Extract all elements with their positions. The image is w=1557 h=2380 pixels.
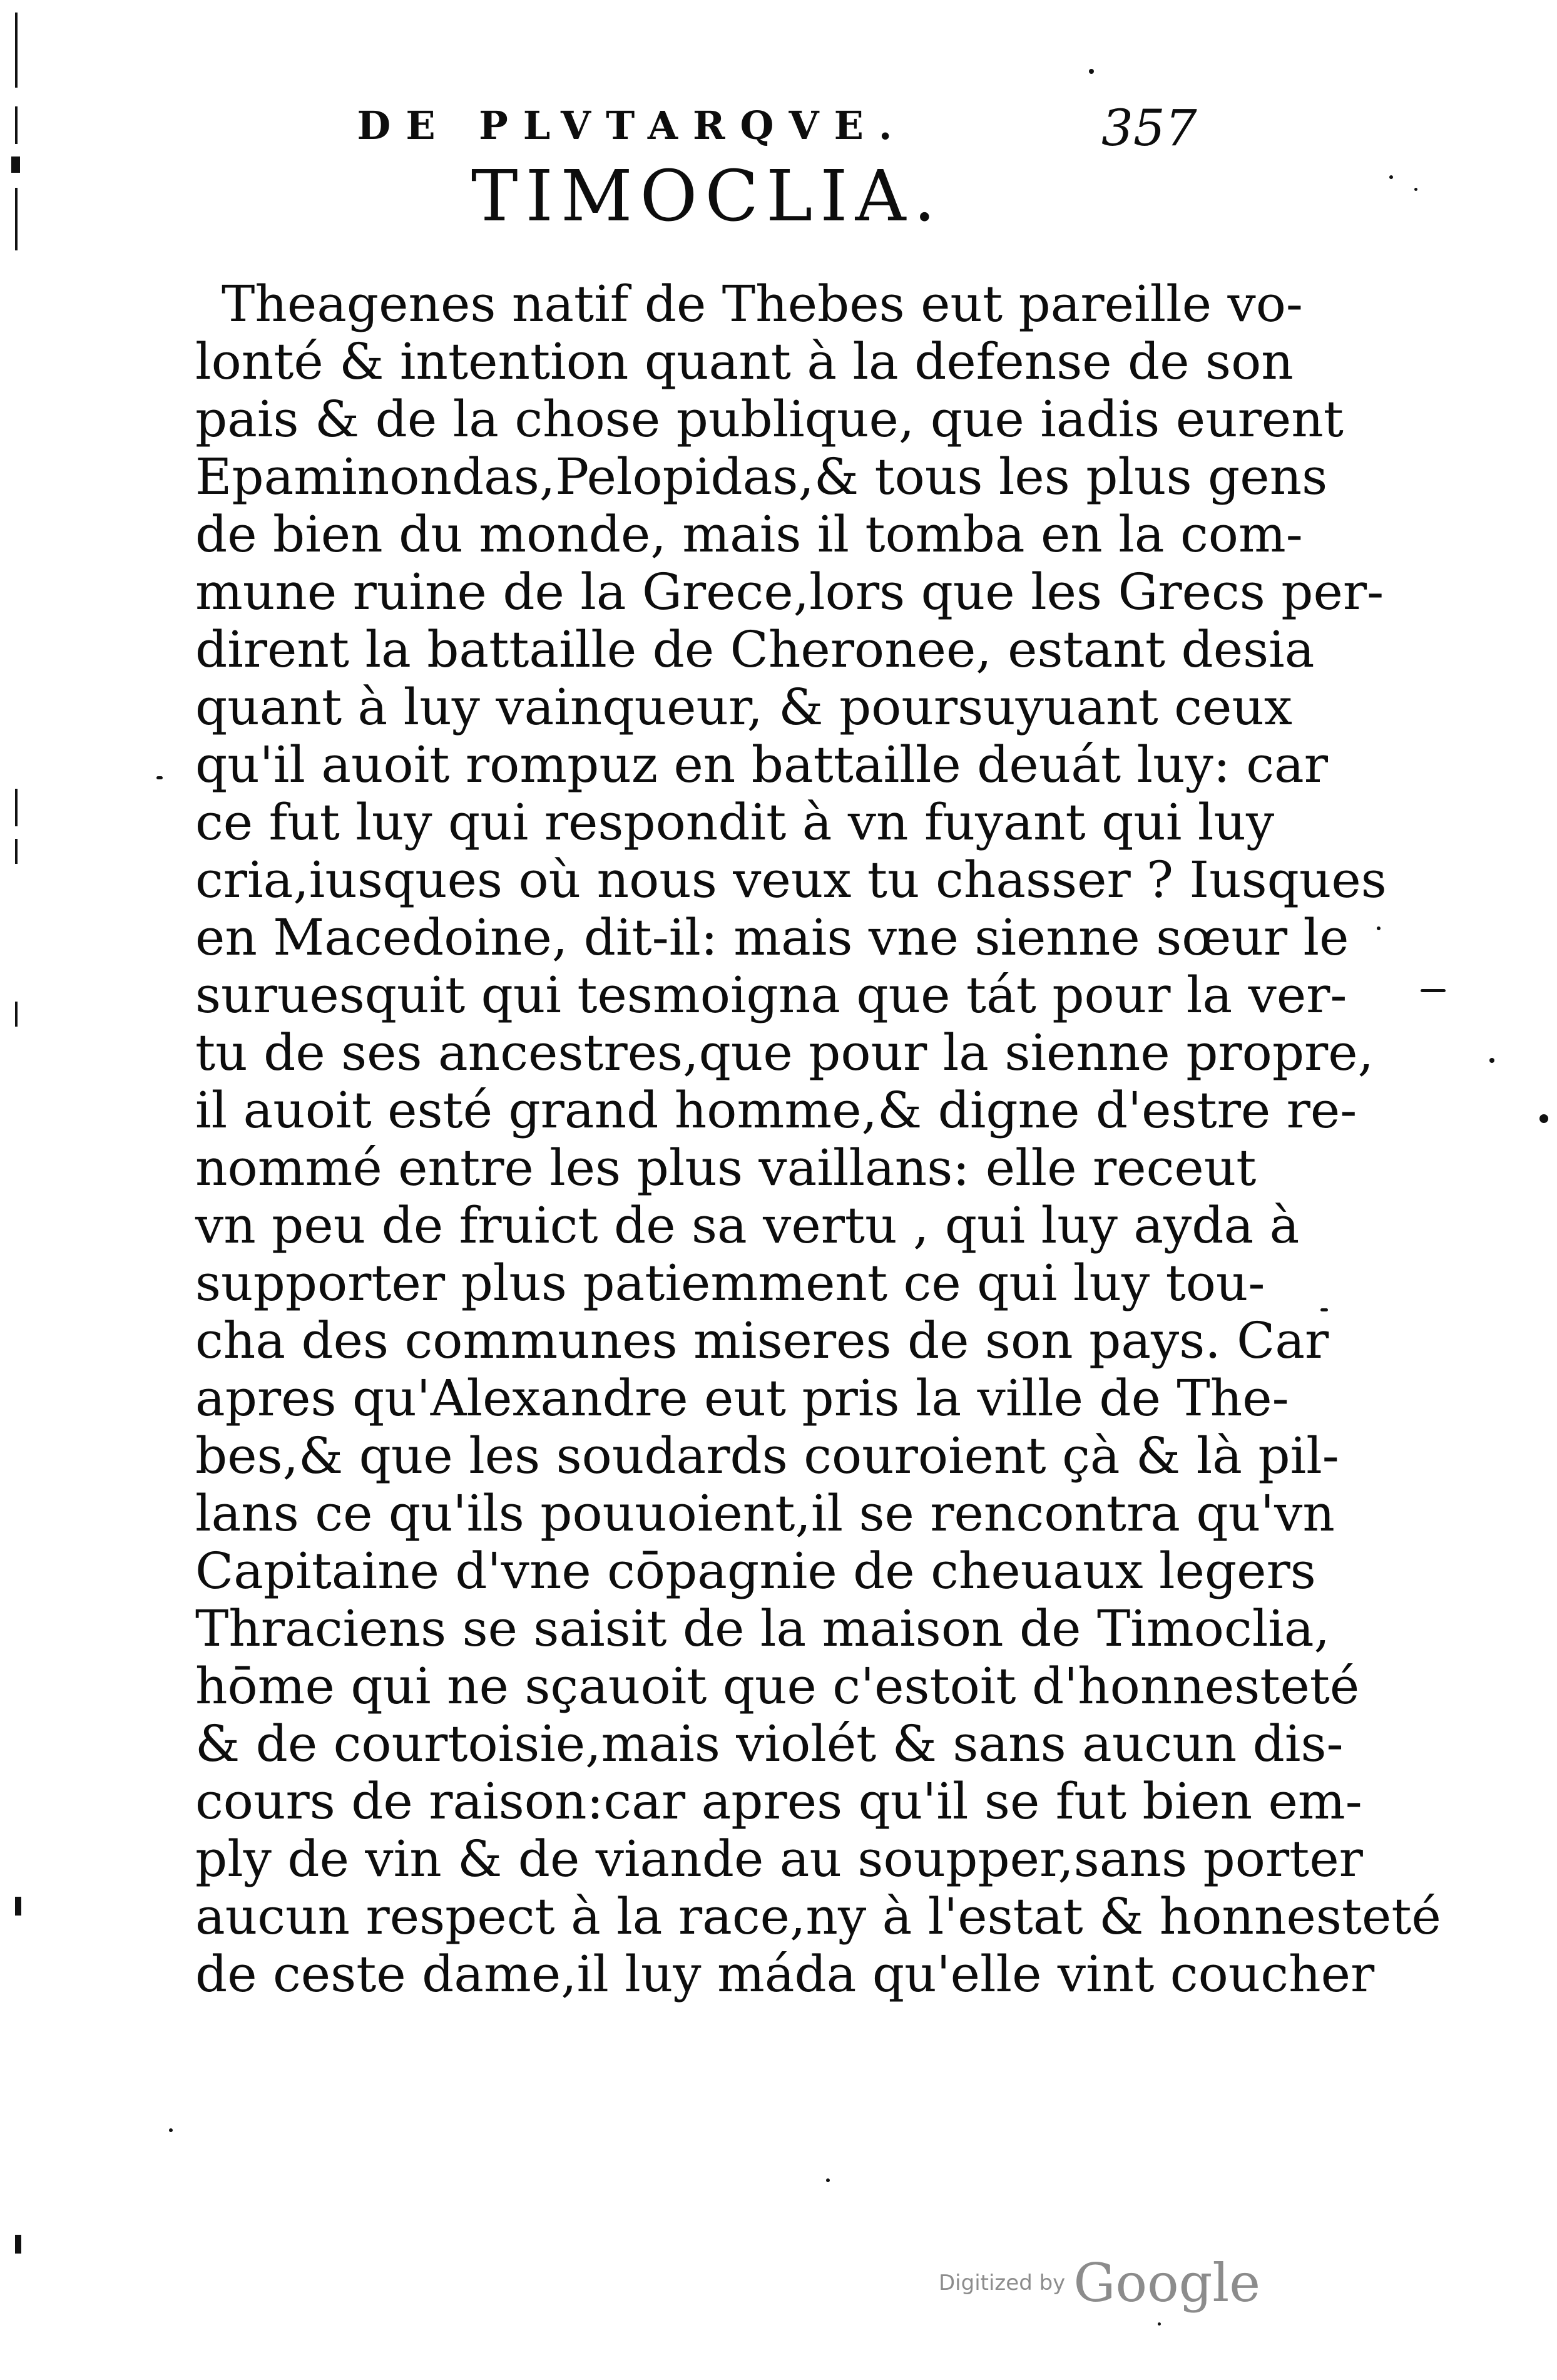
running-head: DE PLVTARQVE.: [357, 103, 907, 148]
scan-speck: [1377, 926, 1381, 930]
scan-edge-mark: [11, 156, 20, 173]
text-line: Capitaine d'vne cōpagnie de cheuaux legers: [195, 1542, 1316, 1600]
text-line: de ceste dame,il luy máda qu'elle vint coucher: [195, 1945, 1375, 2003]
text-line: cria,iusques où nous veux tu chasser ? Iusques: [195, 851, 1387, 909]
text-line: suruesquit qui tesmoigna que tát pour la ver-: [195, 966, 1347, 1024]
scan-edge-mark: [15, 106, 18, 144]
text-line: lonté & intention quant à la defense de son: [195, 332, 1294, 391]
text-line: mune ruine de la Grece,lors que les Grecs per-: [195, 563, 1384, 621]
text-line: il auoit esté grand homme,& digne d'estre re-: [195, 1081, 1357, 1139]
text-line: bes,& que les soudards couroient çà & là pil-: [195, 1427, 1339, 1485]
text-line: en Macedoine, dit-il: mais vne sienne sœur le: [195, 908, 1349, 967]
scan-edge-mark: [15, 13, 18, 88]
text-line: dirent la battaille de Cheronee, estant desia: [195, 620, 1315, 679]
text-line: cours de raison:car apres qu'il se fut bien em-: [195, 1772, 1362, 1830]
text-line: pais & de la chose publique, que iadis eurent: [195, 390, 1344, 448]
scan-speck: [1389, 175, 1393, 179]
digitized-watermark: [939, 2252, 1260, 2314]
scan-edge-mark: [15, 1897, 21, 1916]
text-line: tu de ses ancestres,que pour la sienne propre,: [195, 1023, 1374, 1082]
watermark-brand: Google: [1073, 2252, 1260, 2314]
scan-edge-mark: [15, 839, 18, 864]
scan-speck: [826, 2178, 830, 2182]
scan-speck: [1489, 1058, 1494, 1063]
text-line: apres qu'Alexandre eut pris la ville de The-: [195, 1369, 1289, 1427]
watermark-prefix: Digitized by: [939, 2270, 1066, 2295]
section-title: TIMOCLIA.: [471, 156, 944, 237]
text-line: lans ce qu'ils pouuoient,il se rencontra qu'vn: [195, 1484, 1335, 1542]
scan-edge-mark: [15, 1002, 18, 1027]
scan-speck: [169, 2128, 173, 2132]
scan-speck: [1158, 2322, 1161, 2326]
scan-edge-mark: [15, 2235, 21, 2254]
text-line: hōme qui ne sçauoit que c'estoit d'honnesteté: [195, 1657, 1360, 1715]
text-line: Epaminondas,Pelopidas,& tous les plus gens: [195, 448, 1328, 506]
scan-speck: [1089, 69, 1094, 74]
text-line: nommé entre les plus vaillans: elle receut: [195, 1139, 1257, 1197]
text-line: vn peu de fruict de sa vertu , qui luy ayda à: [195, 1196, 1300, 1254]
text-line: ply de vin & de viande au soupper,sans porter: [195, 1830, 1363, 1888]
text-line: & de courtoisie,mais violét & sans aucun dis-: [195, 1715, 1344, 1773]
text-line: ce fut luy qui respondit à vn fuyant qui luy: [195, 793, 1275, 851]
text-line: Thraciens se saisit de la maison de Timoclia,: [195, 1599, 1330, 1658]
text-line: cha des communes miseres de son pays. Car: [195, 1311, 1329, 1370]
text-line: qu'il auoit rompuz en battaille deuát luy: car: [195, 736, 1328, 794]
scan-speck: [1414, 188, 1417, 191]
scan-edge-mark: [15, 188, 18, 250]
text-line: aucun respect à la race,ny à l'estat & honnesteté: [195, 1887, 1441, 1946]
text-line: Theagenes natif de Thebes eut pareille vo-: [222, 275, 1303, 333]
scan-speck: [1539, 1114, 1548, 1123]
scan-speck: [156, 776, 163, 779]
text-line: de bien du monde, mais il tomba en la com-: [195, 505, 1303, 563]
scan-edge-mark: [15, 789, 18, 826]
scan-speck: [1421, 989, 1446, 992]
text-line: quant à luy vainqueur, & poursuyuant ceux: [195, 678, 1292, 736]
text-line: supporter plus patiemment ce qui luy tou-: [195, 1254, 1265, 1312]
page-number: 357: [1101, 99, 1197, 157]
body-text: [195, 275, 1441, 2003]
